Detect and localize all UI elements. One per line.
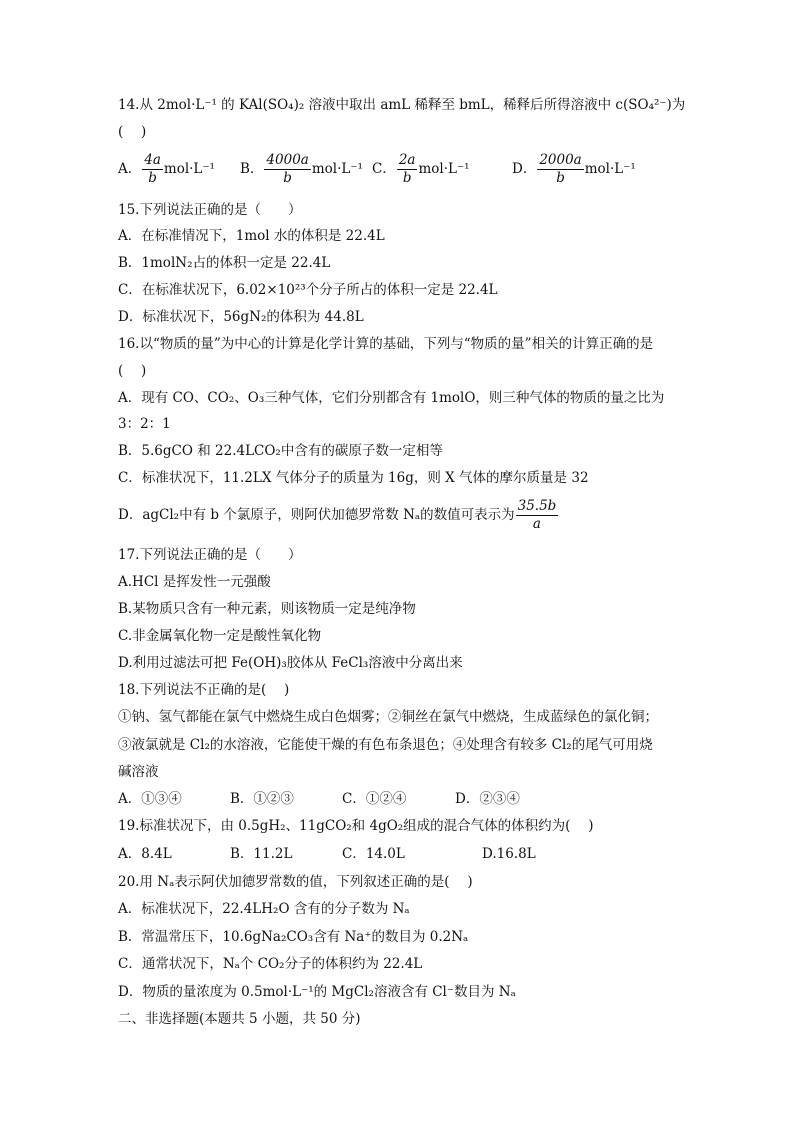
q18-option-c: C．①②④: [342, 791, 407, 807]
q18-stem: 18.下列说法不正确的是( ): [118, 682, 290, 698]
q16-option-a-line1: A．现有 CO、CO₂、O₃三种气体，它们分别都含有 1molO，则三种气体的物质的量之比为: [118, 390, 665, 406]
q17-stem: 17.下列说法正确的是（ ）: [118, 547, 302, 563]
section-heading-non-choice: 二、非选择题(本题共 5 小题，共 50 分): [118, 1011, 361, 1027]
q14-paren: ( ): [118, 124, 147, 140]
q17-option-a: A.HCl 是挥发性一元强酸: [118, 574, 271, 590]
q20-option-c: C．通常状况下，Nₐ个 CO₂分子的体积约为 22.4L: [118, 956, 423, 972]
q18-option-d: D．②③④: [455, 791, 520, 807]
q16-option-a-line2: 3：2：1: [118, 416, 171, 432]
q14-option-c: C． $\frac{2a}{b}$ mol·L⁻¹: [372, 152, 470, 186]
q17-option-d: D.利用过滤法可把 Fe(OH)₃胶体从 FeCl₃溶液中分离出来: [118, 655, 463, 671]
q17-option-b: B.某物质只含有一种元素，则该物质一定是纯净物: [118, 601, 416, 617]
q17-option-c: C.非金属氧化物一定是酸性氧化物: [118, 628, 322, 644]
q19-option-d: D.16.8L: [482, 846, 536, 862]
q19-option-a: A．8.4L: [118, 846, 172, 862]
q16-stem: 16.以“物质的量”为中心的计算是化学计算的基础，下列与“物质的量”相关的计算正确的是: [118, 336, 654, 352]
q16-option-d: D．agCl₂中有 b 个氯原子，则阿伏加德罗常数 Nₐ的数值可表示为 $\frac{35.5b}{a}$: [118, 498, 557, 532]
q14-option-b: B． $\frac{4000a}{b}$ mol·L⁻¹: [240, 152, 363, 186]
q16-option-b: B．5.6gCO 和 22.4LCO₂中含有的碳原子数一定相等: [118, 443, 443, 459]
q14-option-a: A． $\frac{4a}{b}$ mol·L⁻¹: [118, 152, 215, 186]
q18-option-b: B．①②③: [230, 791, 294, 807]
q16-paren: ( ): [118, 363, 147, 379]
q18-statement-line1: ①钠、氢气都能在氯气中燃烧生成白色烟雾；②铜丝在氯气中燃烧，生成蓝绿色的氯化铜；: [118, 709, 658, 725]
q20-stem: 20.用 Nₐ表示阿伏加德罗常数的值，下列叙述正确的是( ): [118, 874, 473, 890]
q16-option-c: C．标准状况下，11.2LX 气体分子的质量为 16g，则 X 气体的摩尔质量是 32: [118, 470, 589, 486]
q15-option-c: C．在标准状况下，6.02×10²³个分子所占的体积一定是 22.4L: [118, 282, 498, 298]
q14-option-d: D． $\frac{2000a}{b}$ mol·L⁻¹: [512, 152, 636, 186]
q18-option-a: A．①③④: [118, 791, 182, 807]
q14-stem: 14.从 2mol·L⁻¹ 的 KAl(SO₄)₂ 溶液中取出 amL 稀释至 bmL，稀释后所得溶液中 c(SO₄²⁻)为: [118, 97, 686, 113]
q15-stem: 15.下列说法正确的是（ ）: [118, 202, 302, 218]
q20-option-a: A．标准状况下，22.4LH₂O 含有的分子数为 Nₐ: [118, 901, 410, 917]
q19-option-c: C．14.0L: [342, 846, 405, 862]
q15-option-b: B．1molN₂占的体积一定是 22.4L: [118, 255, 331, 271]
q18-statement-line2: ③液氯就是 Cl₂的水溶液，它能使干燥的有色布条退色；④处理含有较多 Cl₂的尾气可用烧: [118, 737, 653, 753]
q19-stem: 19.标准状况下，由 0.5gH₂、11gCO₂和 4gO₂组成的混合气体的体积约为( ): [118, 818, 594, 834]
q18-statement-line3: 碱溶液: [118, 764, 159, 780]
q20-option-b: B．常温常压下，10.6gNa₂CO₃含有 Na⁺的数目为 0.2Nₐ: [118, 929, 469, 945]
q15-option-a: A．在标准情况下，1mol 水的体积是 22.4L: [118, 228, 385, 244]
q15-option-d: D．标准状况下，56gN₂的体积为 44.8L: [118, 309, 364, 325]
q20-option-d: D．物质的量浓度为 0.5mol·L⁻¹的 MgCl₂溶液含有 Cl⁻数目为 Nₐ: [118, 984, 516, 1000]
q19-option-b: B．11.2L: [230, 846, 293, 862]
